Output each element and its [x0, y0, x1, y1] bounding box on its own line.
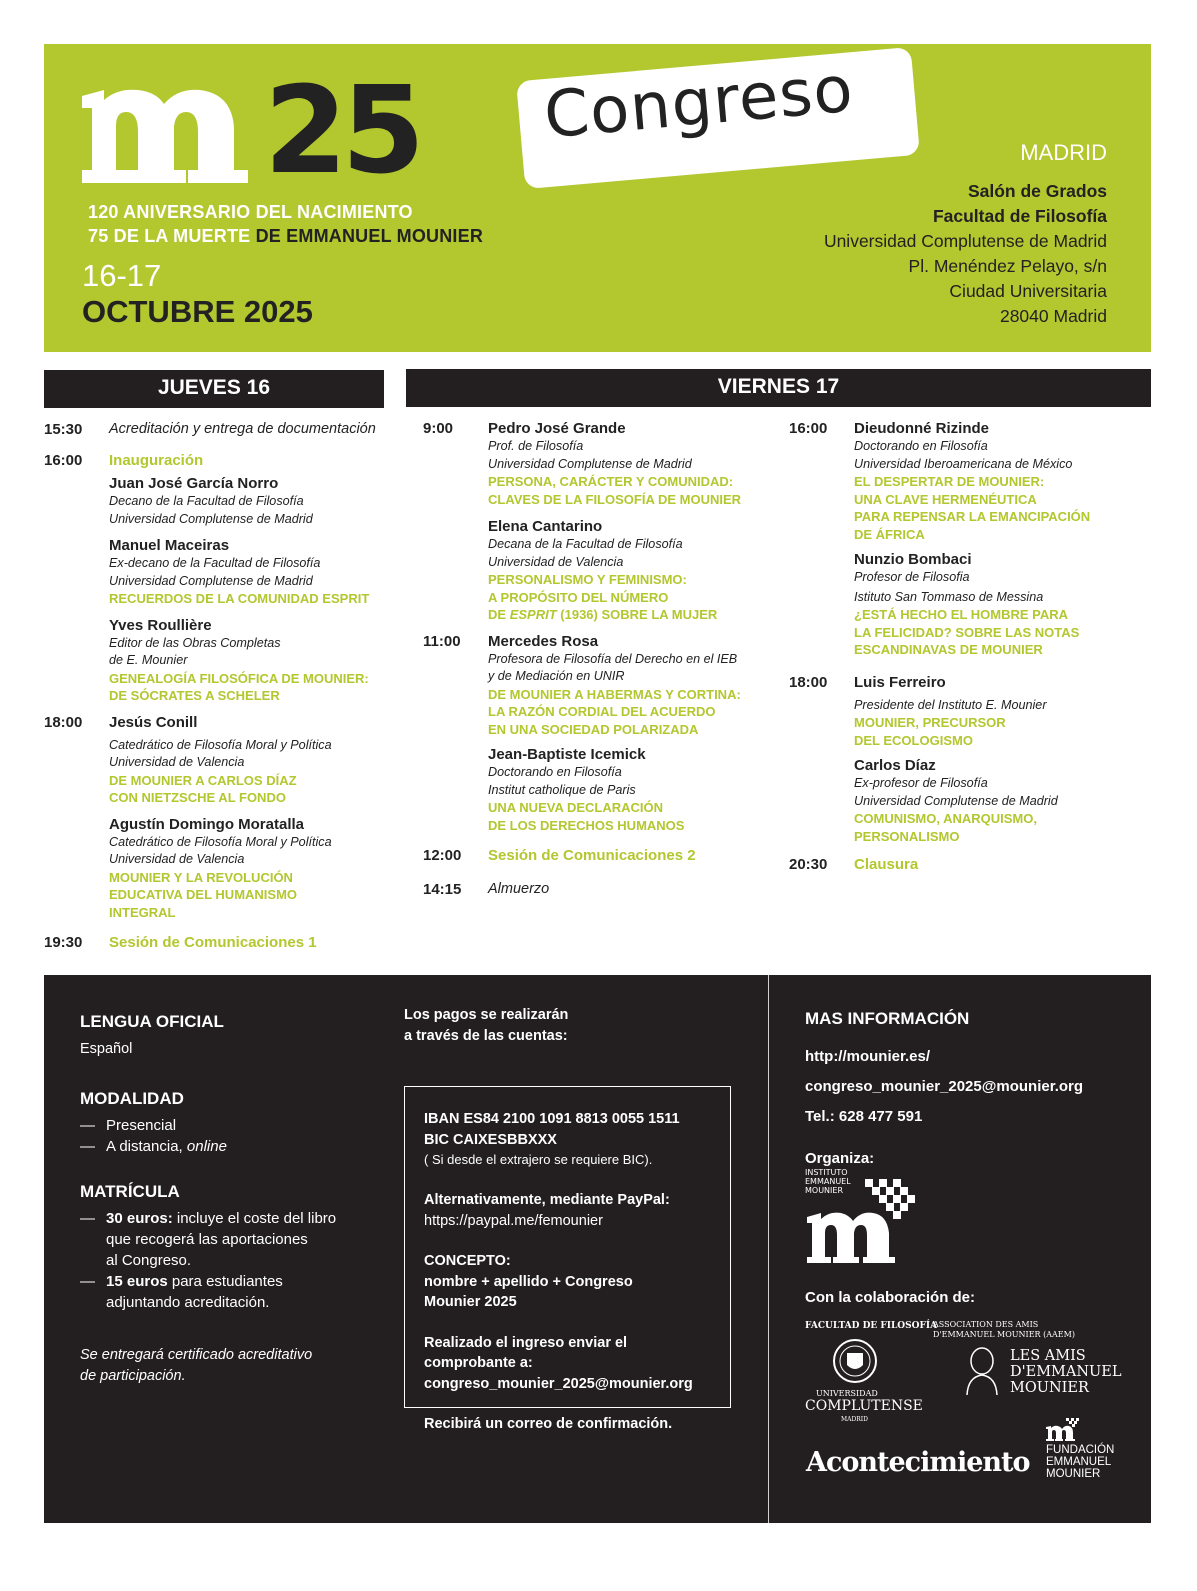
fee-heading: MATRÍCULA [80, 1182, 180, 1201]
speaker [488, 745, 775, 834]
slot-time: 18:00 [44, 713, 83, 731]
speaker-name: Jean-Baptiste Icemick [488, 746, 646, 763]
talk-title: COMUNISMO, ANARQUISMO, [854, 811, 1037, 826]
registration-info [80, 1011, 380, 1387]
speaker [488, 419, 775, 508]
faculty-label: FACULTAD DE FILOSOFÍA [805, 1321, 938, 1331]
paypal-label: Alternativamente, mediante PayPal: [424, 1192, 670, 1208]
program-slot [789, 855, 1151, 874]
talk-title-cont: LA FELICIDAD? SOBRE LAS NOTAS [854, 624, 1080, 640]
logo-number: 25 [264, 62, 419, 201]
slot-title: Clausura [854, 856, 919, 873]
info-phone: Tel.: 628 477 591 [805, 1108, 923, 1125]
speaker-name: Dieudonné Rizinde [854, 420, 989, 437]
talk-title: PERSONA, CARÁCTER Y COMUNIDAD: [488, 474, 734, 489]
slot-time: 11:00 [423, 632, 461, 650]
venue-city: MADRID [1020, 140, 1107, 165]
concept-label: CONCEPTO: [424, 1253, 511, 1269]
speaker-name: Mercedes Rosa [488, 632, 599, 650]
talk-title: EL DESPERTAR DE MOUNIER: [854, 474, 1045, 489]
speaker-role: Presidente del Instituto E. Mounier [854, 697, 1047, 712]
bic-note: ( Si desde el extrajero se requiere BIC). [424, 1152, 653, 1167]
venue-faculty: Facultad de Filosofía [932, 206, 1107, 226]
modality-section [80, 1088, 380, 1157]
slot-time: 12:00 [423, 847, 462, 864]
acontecimiento-logo: Acontecimiento [806, 1447, 1030, 1478]
speaker-affiliation: Universidad Complutense de Madrid [854, 793, 1058, 808]
talk-title-cont: UNA CLAVE HERMENÉUTICA [854, 491, 1037, 507]
speaker [854, 756, 1151, 845]
slot-time: 18:00 [789, 673, 828, 691]
speaker-name: Agustín Domingo Moratalla [109, 815, 304, 833]
slot-time: 15:30 [44, 421, 83, 438]
speaker-role: Catedrático de Filosofía Moral y Política [109, 737, 332, 752]
speaker [109, 713, 399, 807]
program-slot [44, 451, 399, 705]
speaker-affiliation: Universidad Complutense de Madrid [109, 573, 313, 588]
speaker-name: Carlos Díaz [854, 757, 936, 774]
friday-program-afternoon [789, 419, 1151, 874]
speaker-role: Ex-decano de la Facultad de Filosofía [109, 556, 321, 570]
talk-title-cont: DE ESPRIT (1936) SOBRE LA MUJER [488, 607, 718, 622]
aaem-portrait-icon [964, 1345, 1000, 1395]
talk-title-cont: CLAVES DE LA FILOSOFÍA DE MOUNIER [488, 491, 742, 507]
talk-title: RECUERDOS DE LA COMUNIDAD ESPRIT [109, 591, 370, 606]
speaker-name: Elena Cantarino [488, 518, 603, 535]
speaker-name: Pedro José Grande [488, 420, 626, 437]
speaker [854, 673, 1151, 750]
fundacion-logo-text: FUNDACIÓN EMMANUEL MOUNIER [1046, 1444, 1115, 1480]
slot-time: 16:00 [789, 420, 828, 437]
contact-info [805, 1008, 1135, 1174]
speaker-role: Decano de la Facultad de Filosofía [109, 494, 304, 508]
speaker [854, 419, 1151, 543]
talk-title: ¿ESTÁ HECHO EL HOMBRE PARA [854, 607, 1069, 622]
collaborators-label: Con la colaboración de: [805, 1289, 976, 1306]
program-slot [423, 632, 775, 835]
info-email-link[interactable]: congreso_mounier_2025@mounier.org [805, 1078, 1084, 1095]
info-website-link[interactable]: http://mounier.es/ [805, 1048, 931, 1065]
ucm-logo-line1: UNIVERSIDAD [816, 1389, 878, 1398]
event-days: 16-17 [82, 258, 162, 293]
speaker-role: Ex-profesor de Filosofía [854, 776, 988, 790]
footer-divider [768, 975, 769, 1523]
instituto-mounier-mark-icon [805, 1175, 920, 1265]
speaker-role-cont: de E. Mounier [109, 653, 188, 667]
aaem-small-label: ASSOCIATION DES AMIS D'EMMANUEL MOUNIER (AAEM) [933, 1320, 1075, 1339]
payment-box [404, 1086, 731, 1432]
speaker-affiliation: Istituto San Tommaso de Messina [854, 589, 1044, 604]
speaker-name: Manuel Maceiras [109, 537, 230, 554]
day-header-friday: VIERNES 17 [406, 369, 1151, 407]
speaker [488, 632, 775, 739]
certificate-note: Se entregará certificado acreditativo de participación. [80, 1347, 313, 1384]
instituto-mounier-logo: INSTITUTO EMMANUEL MOUNIER [805, 1168, 851, 1195]
event-month-year: OCTUBRE 2025 [82, 294, 313, 329]
ucm-logo-line3: MADRID [841, 1416, 868, 1423]
talk-title: UNA NUEVA DECLARACIÓN [488, 800, 664, 815]
speaker-role: Catedrático de Filosofía Moral y Política [109, 834, 332, 849]
friday-program-morning [423, 419, 775, 899]
mounier-m-logo [82, 88, 257, 183]
speaker [109, 474, 399, 528]
speaker-role: Decana de la Facultad de Filosofía [488, 537, 683, 551]
receipt-instruction-cont: comprobante a: [424, 1355, 533, 1371]
organizer-label: Organiza: [805, 1150, 875, 1167]
speaker-role: Profesor de Filosofia [854, 570, 970, 584]
venue-block [824, 140, 1107, 329]
aaem-logo-text: LES AMIS D'EMMANUEL MOUNIER [1010, 1348, 1122, 1396]
venue-campus: Ciudad Universitaria [949, 281, 1107, 301]
speaker-role: Doctorando en Filosofía [488, 765, 622, 779]
talk-title-cont: DE SÓCRATES A SCHELER [109, 688, 280, 703]
program-slot [44, 420, 399, 439]
slot-time: 19:30 [44, 934, 83, 951]
talk-title: MOUNIER, PRECURSOR [854, 715, 1006, 730]
anniversary-line-1: 120 ANIVERSARIO DEL NACIMIENTO [88, 202, 413, 222]
confirmation-note: Recibirá un correo de confirmación. [424, 1416, 673, 1432]
talk-title: PERSONALISMO Y FEMINISMO: [488, 572, 687, 587]
venue-street: Pl. Menéndez Pelayo, s/n [908, 256, 1107, 276]
speaker-role: Prof. de Filosofía [488, 439, 584, 453]
slot-title: Sesión de Comunicaciones 1 [109, 934, 317, 951]
language-value: Español [80, 1041, 133, 1057]
concept-value: nombre + apellido + Congreso [424, 1273, 633, 1290]
speaker-role-cont: y de Mediación en UNIR [488, 669, 625, 683]
speaker-affiliation: Universidad Complutense de Madrid [109, 511, 313, 526]
venue-postcode: 28040 Madrid [999, 306, 1107, 326]
speaker-affiliation: Institut catholique de Paris [488, 782, 636, 797]
program-slot [44, 933, 399, 952]
talk-title-cont: ESCANDINAVAS DE MOUNIER [854, 642, 1043, 657]
talk-title-cont: CON NIETZSCHE AL FONDO [109, 790, 286, 805]
slot-title: Inauguración [109, 452, 204, 469]
talk-title-cont: EN UNA SOCIEDAD POLARIZADA [488, 721, 699, 737]
slot-time: 9:00 [423, 420, 454, 437]
talk-title-cont: PARA REPENSAR LA EMANCIPACIÓN [854, 509, 1091, 524]
talk-title-cont: DE ÁFRICA [854, 526, 925, 542]
speaker-name: Jesús Conill [109, 713, 198, 731]
talk-title-cont: LA RAZÓN CORDIAL DEL ACUERDO [488, 704, 716, 719]
bic: BIC CAIXESBBXXX [424, 1131, 557, 1148]
talk-title-cont: EDUCATIVA DEL HUMANISMO [109, 887, 298, 902]
receipt-instruction: Realizado el ingreso enviar el [424, 1334, 628, 1351]
program-slot [423, 846, 775, 865]
speaker-affiliation: Universidad Complutense de Madrid [488, 456, 692, 471]
slot-description: Acreditación y entrega de documentación [109, 421, 376, 437]
talk-title: GENEALOGÍA FILOSÓFICA DE MOUNIER: [109, 670, 369, 686]
speaker-name: Yves Roullière [109, 616, 212, 634]
modality-heading: MODALIDAD [80, 1089, 184, 1108]
anniversary-line-2: 75 DE LA MUERTE DE EMMANUEL MOUNIER [88, 226, 484, 246]
speaker [109, 616, 399, 705]
venue-university: Universidad Complutense de Madrid [823, 231, 1107, 251]
program-slot [44, 713, 399, 922]
speaker [488, 517, 775, 624]
header-banner [44, 44, 1151, 352]
slot-title: Sesión de Comunicaciones 2 [488, 847, 696, 864]
speaker-affiliation: Universidad de Valencia [109, 755, 245, 769]
speaker [109, 815, 399, 922]
ucm-crest-icon [832, 1335, 878, 1387]
slot-description: Almuerzo [488, 881, 550, 897]
language-section [80, 1011, 380, 1060]
program-slot [789, 419, 1151, 659]
program-slot [789, 673, 1151, 846]
talk-title-cont: DE LOS DERECHOS HUMANOS [488, 817, 685, 833]
speaker-role: Editor de las Obras Completas [109, 635, 281, 650]
payment-intro: Los pagos se realizarán a través de las cuentas: [404, 1007, 569, 1044]
speaker-name: Nunzio Bombaci [854, 551, 972, 568]
speaker-affiliation: Universidad de Valencia [488, 554, 624, 569]
paypal-link[interactable]: https://paypal.me/femounier [424, 1212, 603, 1229]
ucm-logo-line2: COMPLUTENSE [805, 1398, 923, 1414]
modality-item: — A distancia, online [80, 1138, 227, 1155]
venue-room: Salón de Grados [967, 181, 1107, 201]
language-heading: LENGUA OFICIAL [80, 1012, 224, 1031]
program-slot [423, 880, 775, 899]
speaker-role: Profesora de Filosofía del Derecho en el IEB [488, 651, 738, 666]
speaker-name: Luis Ferreiro [854, 673, 946, 691]
talk-title: DE MOUNIER A HABERMAS Y CORTINA: [488, 686, 741, 702]
speaker-role: Doctorando en Filosofía [854, 439, 988, 453]
iban: IBAN ES84 2100 1091 8813 0055 1511 [424, 1111, 680, 1127]
slot-time: 16:00 [44, 452, 83, 469]
concept-value-cont: Mounier 2025 [424, 1294, 517, 1310]
speaker-affiliation: Universidad de Valencia [109, 852, 245, 866]
program-slot [423, 419, 775, 624]
day-header-thursday: JUEVES 16 [44, 370, 384, 408]
speaker-name: Juan José García Norro [109, 475, 279, 492]
fee-section [80, 1181, 380, 1313]
talk-title: MOUNIER Y LA REVOLUCIÓN [109, 869, 293, 885]
fee-item: — 30 euros: incluye el coste del libro que recogerá las aportaciones al Congreso. [80, 1210, 337, 1269]
info-footer [44, 975, 1151, 1523]
slot-time: 20:30 [789, 856, 828, 873]
thursday-program [44, 420, 399, 952]
slot-time: 14:15 [423, 881, 462, 898]
talk-title-cont: DEL ECOLOGISMO [854, 732, 973, 748]
fundacion-mark-icon [1046, 1417, 1082, 1441]
receipt-email[interactable]: congreso_mounier_2025@mounier.org [424, 1375, 693, 1392]
speaker-affiliation: Universidad Iberoamericana de México [854, 456, 1073, 471]
congreso-badge-text: Congreso [541, 52, 857, 154]
talk-title-cont: INTEGRAL [109, 904, 176, 920]
speaker [109, 536, 399, 608]
fee-item: — 15 euros para estudiantes adjuntando acreditación. [80, 1273, 283, 1311]
talk-title: DE MOUNIER A CARLOS DÍAZ [109, 772, 297, 788]
talk-title-cont: PERSONALISMO [854, 828, 960, 844]
talk-title-cont: A PROPÓSITO DEL NÚMERO [488, 589, 669, 605]
info-heading: MAS INFORMACIÓN [805, 1009, 970, 1028]
modality-item: — Presencial [80, 1117, 177, 1134]
speaker [854, 550, 1151, 659]
